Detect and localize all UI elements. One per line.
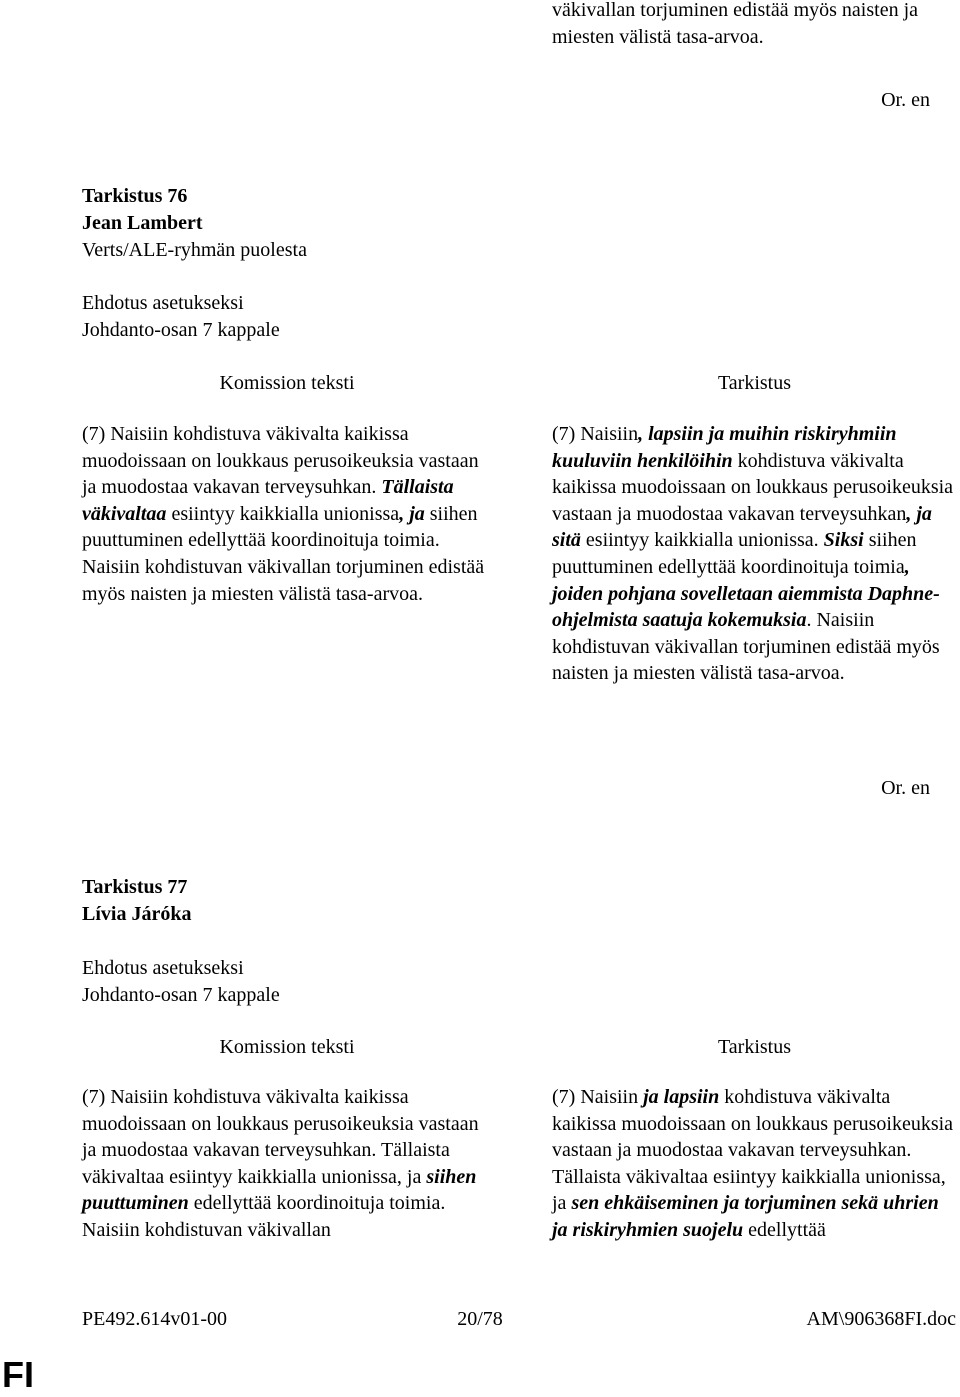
continuation-text: väkivallan torjuminen edistää myös naisten ja miesten välistä tasa-arvoa. <box>552 0 919 48</box>
footer-page-number: 20/78 <box>457 1308 503 1330</box>
amendment-author: Jean Lambert <box>82 212 203 234</box>
document-section: Johdanto-osan 7 kappale <box>82 319 280 341</box>
amendment-author: Lívia Járóka <box>82 903 192 925</box>
commission-text-header: Komission teksti <box>219 372 355 394</box>
commission-text-body: (7) Naisiin kohdistuva väkivalta kaikissa muodoissaan on loukkaus perusoikeuksia vastaan ja muodostaa vakavan terveysuhkan. Tällaista väkivaltaa esiintyy kaikkialla unionissa, ja siihen puuttuminen edellyttää koordinoituja toimia. Naisiin kohdistuvan väkivallan torjuminen edistää myös naisten ja miesten välistä tasa-arvoa. <box>82 423 485 605</box>
amendment-group: Verts/ALE-ryhmän puolesta <box>82 239 307 261</box>
original-language-label: Or. en <box>881 777 930 799</box>
document-type: Ehdotus asetukseksi <box>82 957 244 979</box>
commission-text-header: Komission teksti <box>219 1036 355 1058</box>
amendment-number: Tarkistus 76 <box>82 185 188 207</box>
amendment-text-body: (7) Naisiin ja lapsiin kohdistuva väkivalta kaikissa muodoissaan on loukkaus perusoikeuksia vastaan ja muodostaa vakavan terveysuhkan. Tällaista väkivaltaa esiintyy kaikkialla unionissa, ja sen ehkäiseminen ja torjuminen sekä uhrien ja riskiryhmien suojelu edellyttää <box>552 1086 954 1241</box>
original-language-label: Or. en <box>881 89 930 111</box>
language-code: FI <box>2 1354 34 1395</box>
footer-file-name: AM\906368FI.doc <box>806 1308 956 1330</box>
footer-document-reference: PE492.614v01-00 <box>82 1308 227 1330</box>
commission-text-body: (7) Naisiin kohdistuva väkivalta kaikissa muodoissaan on loukkaus perusoikeuksia vastaan ja muodostaa vakavan terveysuhkan. Tällaista väkivaltaa esiintyy kaikkialla unionissa, ja siihen puuttuminen edellyttää koordinoituja toimia. Naisiin kohdistuvan väkivallan <box>82 1086 479 1241</box>
document-section: Johdanto-osan 7 kappale <box>82 984 280 1006</box>
amendment-text-body: (7) Naisiin, lapsiin ja muihin riskiryhmiin kuuluviin henkilöihin kohdistuva väkivalta kaikissa muodoissaan on loukkaus perusoikeuksia vastaan ja muodostaa vakavan terveysuhkan, ja sitä esiintyy kaikkialla unionissa. Siksi siihen puuttuminen edellyttää koordinoituja toimia, joiden pohjana sovelletaan aiemmista Daphne-ohjelmista saatuja kokemuksia. Naisiin kohdistuvan väkivallan torjuminen edistää myös naisten ja miesten välistä tasa-arvoa. <box>552 423 954 685</box>
document-type: Ehdotus asetukseksi <box>82 292 244 314</box>
amendment-text-header: Tarkistus <box>717 372 792 394</box>
amendment-text-header: Tarkistus <box>717 1036 792 1058</box>
amendment-number: Tarkistus 77 <box>82 876 188 898</box>
